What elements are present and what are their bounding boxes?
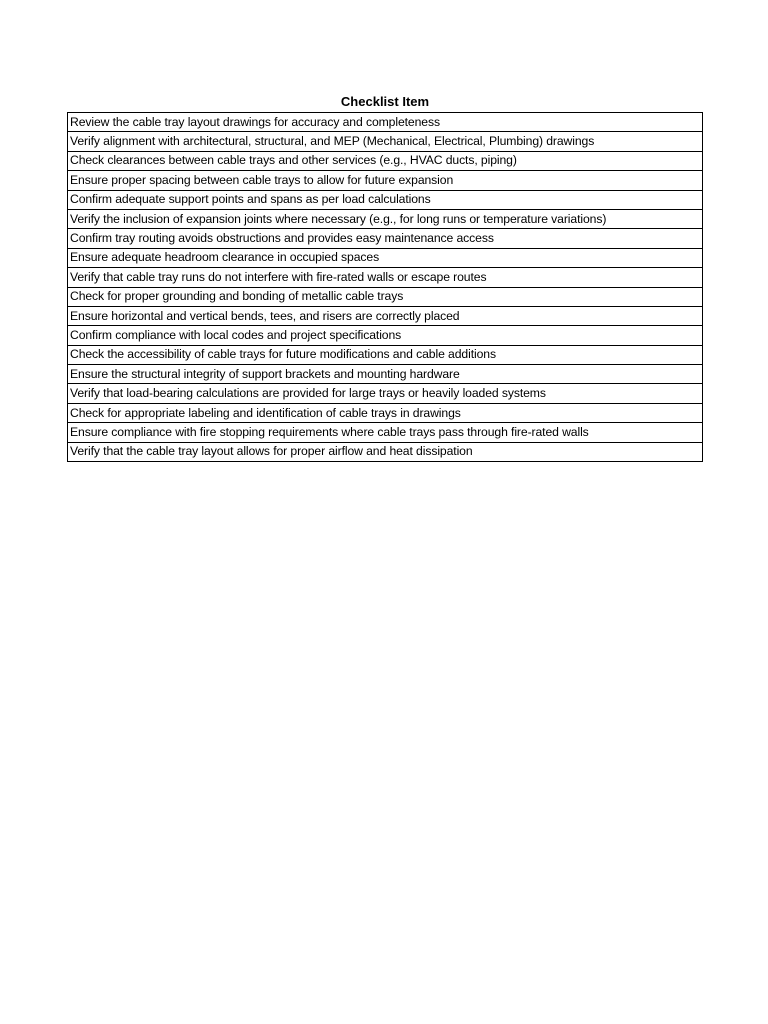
checklist-item-cell: Check for appropriate labeling and identification of cable trays in drawings (68, 403, 703, 422)
checklist-item-cell: Verify the inclusion of expansion joints where necessary (e.g., for long runs or temperature variations) (68, 209, 703, 228)
checklist-item-cell: Verify that load-bearing calculations are provided for large trays or heavily loaded systems (68, 384, 703, 403)
table-row (68, 151, 703, 170)
table-row (68, 306, 703, 325)
table-row (68, 287, 703, 306)
checklist-item-cell: Review the cable tray layout drawings for accuracy and completeness (68, 113, 703, 132)
checklist-item-cell: Confirm tray routing avoids obstructions and provides easy maintenance access (68, 229, 703, 248)
checklist-body (68, 113, 703, 462)
checklist-table (67, 91, 703, 462)
checklist-item-cell: Check clearances between cable trays and other services (e.g., HVAC ducts, piping) (68, 151, 703, 170)
checklist-item-cell: Confirm compliance with local codes and project specifications (68, 326, 703, 345)
checklist-item-cell: Confirm adequate support points and spans as per load calculations (68, 190, 703, 209)
table-row (68, 442, 703, 461)
table-row (68, 113, 703, 132)
table-row (68, 171, 703, 190)
table-row (68, 209, 703, 228)
checklist-item-cell: Verify alignment with architectural, structural, and MEP (Mechanical, Electrical, Plumbing) drawings (68, 132, 703, 151)
table-row (68, 423, 703, 442)
table-row (68, 365, 703, 384)
table-row (68, 403, 703, 422)
checklist-item-cell: Ensure the structural integrity of support brackets and mounting hardware (68, 365, 703, 384)
table-row (68, 132, 703, 151)
table-row (68, 268, 703, 287)
table-row (68, 384, 703, 403)
column-header-checklist-item: Checklist Item (340, 94, 430, 109)
table-row (68, 190, 703, 209)
table-row (68, 229, 703, 248)
checklist-item-cell: Verify that cable tray runs do not interfere with fire-rated walls or escape routes (68, 268, 703, 287)
table-row (68, 326, 703, 345)
table-row (68, 248, 703, 267)
table-row (68, 345, 703, 364)
checklist-item-cell: Ensure compliance with fire stopping requirements where cable trays pass through fire-rated walls (68, 423, 703, 442)
checklist-item-cell: Ensure adequate headroom clearance in occupied spaces (68, 248, 703, 267)
checklist-item-cell: Check the accessibility of cable trays for future modifications and cable additions (68, 345, 703, 364)
checklist-item-cell: Check for proper grounding and bonding of metallic cable trays (68, 287, 703, 306)
checklist-item-cell: Verify that the cable tray layout allows for proper airflow and heat dissipation (68, 442, 703, 461)
checklist-item-cell: Ensure horizontal and vertical bends, tees, and risers are correctly placed (68, 306, 703, 325)
header-row (68, 91, 703, 113)
checklist-item-cell: Ensure proper spacing between cable trays to allow for future expansion (68, 171, 703, 190)
